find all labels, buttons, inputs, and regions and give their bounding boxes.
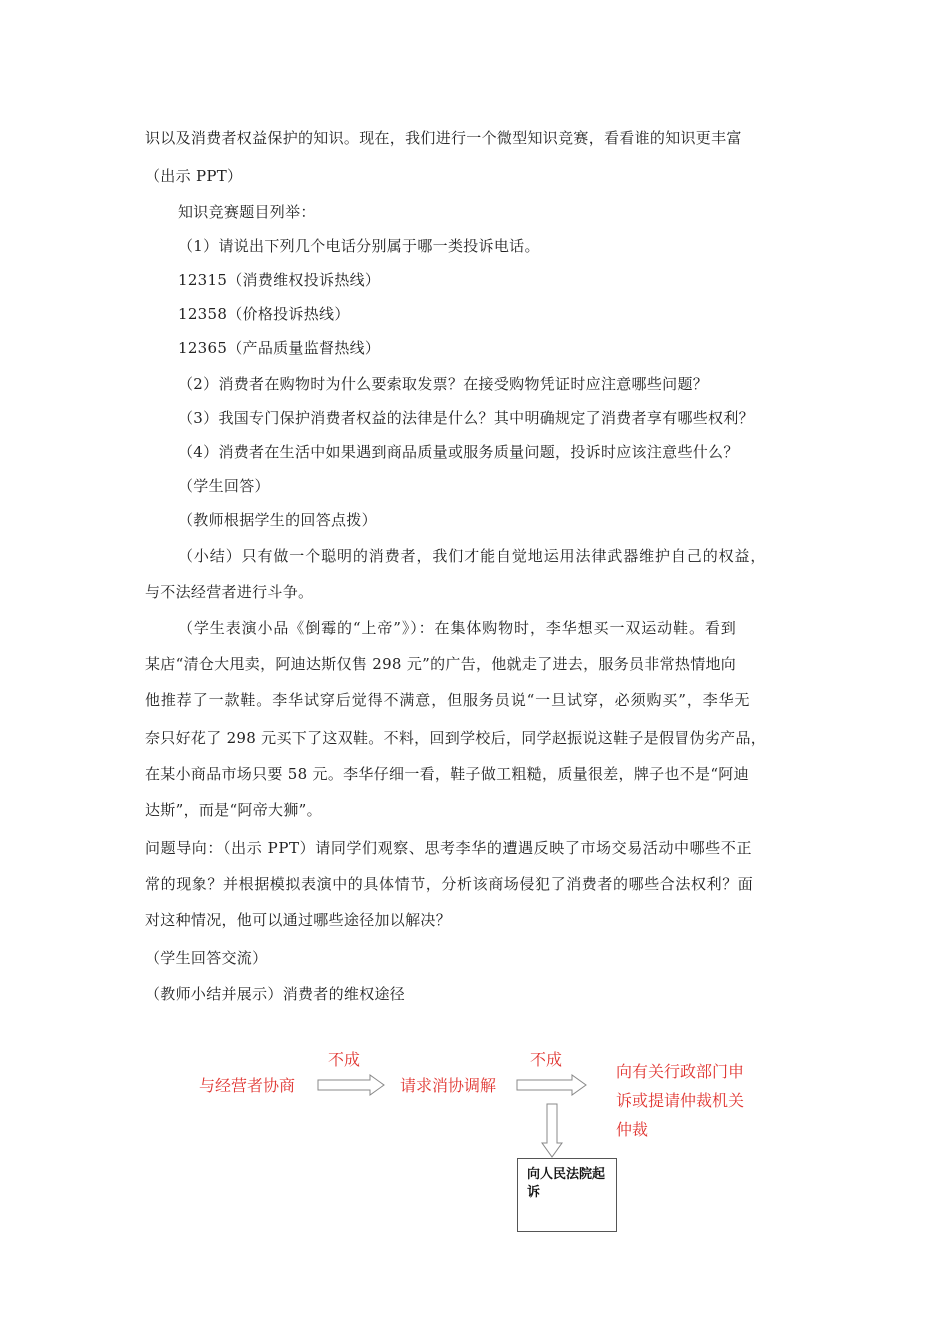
paragraph-line: （教师根据学生的回答点拨） xyxy=(178,511,377,529)
question-item: （3）我国专门保护消费者权益的法律是什么？其中明确规定了消费者享有哪些权利？ xyxy=(178,409,754,427)
paragraph-line: 达斯”，而是“阿帝大狮”。 xyxy=(145,801,322,819)
question-item: （1）请说出下列几个电话分别属于哪一类投诉电话。 xyxy=(178,237,540,255)
question-item: （4）消费者在生活中如果遇到商品质量或服务质量问题，投诉时应该注意些什么？ xyxy=(178,443,739,461)
paragraph-line: （学生表演小品《倒霉的“上帝”》）：在集体购物时，李华想买一双运动鞋。看到 xyxy=(178,619,737,637)
step-administrative-line: 诉或提请仲裁机关 xyxy=(616,1091,745,1110)
paragraph-line: 与不法经营者进行斗争。 xyxy=(145,583,314,601)
paragraph-line: 在某小商品市场只要 58 元。李华仔细一看，鞋子做工粗糙，质量很差，牌子也不是“阿迪 xyxy=(145,765,749,783)
paragraph-line: 知识竞赛题目列举： xyxy=(178,203,316,221)
hotline-item: 12365（产品质量监督热线） xyxy=(178,339,381,357)
right-arrow-icon xyxy=(318,1075,384,1095)
fail-label: 不成 xyxy=(328,1050,361,1069)
paragraph-line: 某店“清仓大甩卖，阿迪达斯仅售 298 元”的广告，他就走了进去，服务员非常热情地向 xyxy=(145,655,737,673)
paragraph-line: 奈只好花了 298 元买下了这双鞋。不料，回到学校后，同学赵振说这鞋子是假冒伪劣产品， xyxy=(145,729,767,747)
paragraph-line: （学生回答） xyxy=(178,477,270,495)
paragraph-line: 对这种情况，他可以通过哪些途径加以解决？ xyxy=(145,911,452,929)
right-arrow-icon xyxy=(517,1075,586,1095)
paragraph-line: （学生回答交流） xyxy=(145,949,268,967)
paragraph-line: （小结）只有做一个聪明的消费者，我们才能自觉地运用法律武器维护自己的权益， xyxy=(178,547,767,565)
step-administrative-line: 仲裁 xyxy=(616,1120,649,1139)
down-arrow-icon xyxy=(542,1104,562,1157)
step-administrative-line: 向有关行政部门申 xyxy=(616,1062,745,1081)
question-item: （2）消费者在购物时为什么要索取发票？在接受购物凭证时应注意哪些问题？ xyxy=(178,375,709,393)
paragraph-line: 问题导向：（出示 PPT）请同学们观察、思考李华的遭遇反映了市场交易活动中哪些不正 xyxy=(145,839,753,857)
paragraph-line: 识以及消费者权益保护的知识。现在，我们进行一个微型知识竞赛，看看谁的知识更丰富 xyxy=(145,129,742,147)
fail-label: 不成 xyxy=(530,1050,563,1069)
paragraph-line: 他推荐了一款鞋。李华试穿后觉得不满意，但服务员说“一旦试穿，必须购买”，李华无 xyxy=(145,691,751,709)
court-box xyxy=(517,1158,617,1232)
paragraph-line: （出示 PPT） xyxy=(145,167,243,185)
hotline-item: 12358（价格投诉热线） xyxy=(178,305,350,323)
court-box-label: 向人民法院起诉 xyxy=(527,1167,606,1200)
paragraph-line: 常的现象？并根据模拟表演中的具体情节，分析该商场侵犯了消费者的哪些合法权利？面 xyxy=(145,875,754,893)
step-mediation: 请求消协调解 xyxy=(400,1076,497,1095)
hotline-item: 12315（消费维权投诉热线） xyxy=(178,271,381,289)
step-negotiate: 与经营者协商 xyxy=(199,1076,296,1095)
paragraph-line: （教师小结并展示）消费者的维权途径 xyxy=(145,985,406,1003)
